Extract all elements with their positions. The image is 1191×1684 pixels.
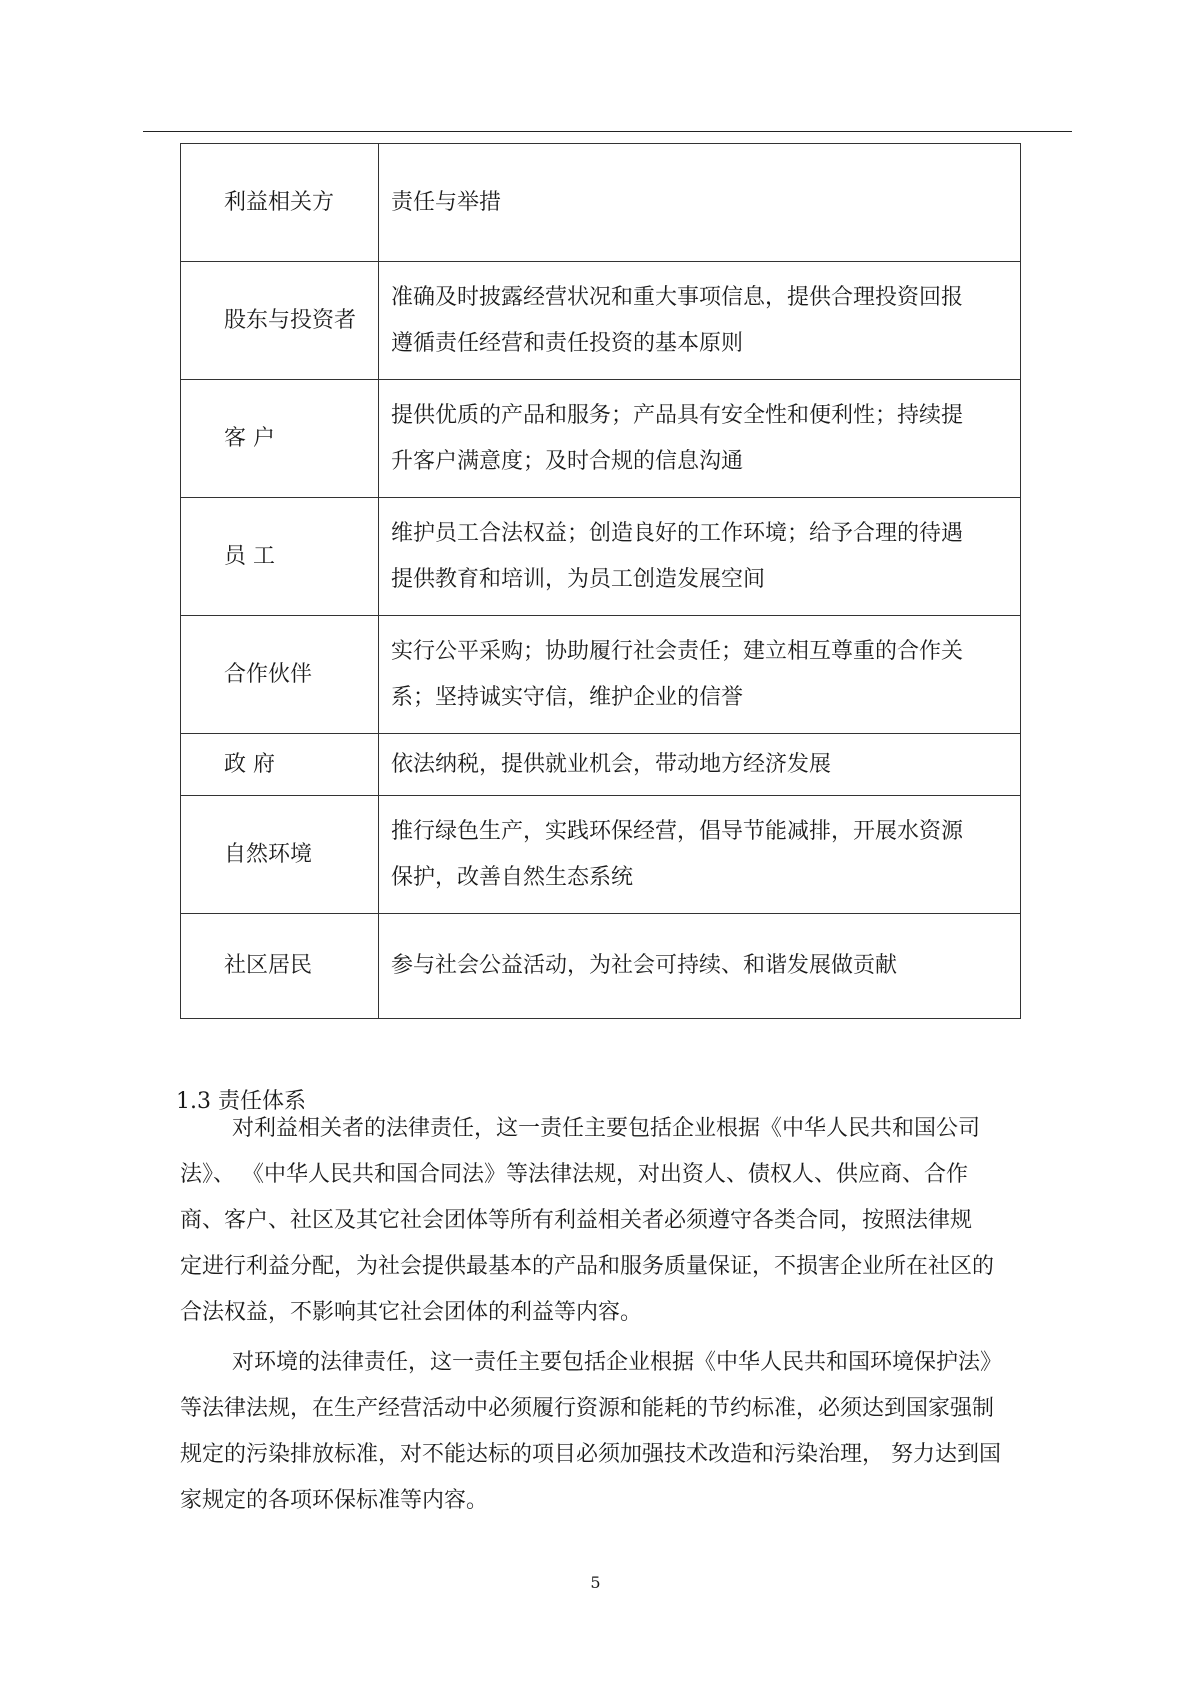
paragraph-line: 等法律法规，在生产经营活动中必须履行资源和能耗的节约标准，必须达到国家强制 [180,1396,995,1421]
table-row [181,262,1021,380]
responsibility-line: 参与社会公益活动，为社会可持续、和谐发展做贡献 [391,953,898,978]
responsibility-cell [379,380,1021,498]
responsibility-line: 系；坚持诚实守信，维护企业的信誉 [391,684,744,710]
stakeholder-cell: 社区居民 [181,914,379,1019]
paragraph-legal-responsibility-stakeholders [180,1106,1060,1336]
responsibility-cell [379,796,1021,914]
responsibility-cell [379,914,1021,1019]
stakeholder-cell: 客 户 [181,380,379,498]
stakeholder-cell: 自然环境 [181,796,379,914]
responsibility-cell [379,262,1021,380]
table-row [181,498,1021,616]
responsibility-line: 升客户满意度；及时合规的信息沟通 [391,448,744,474]
paragraph-legal-responsibility-environment [180,1340,1060,1524]
paragraph-line: 家规定的各项环保标准等内容。 [180,1488,489,1513]
table-row [181,734,1021,796]
paragraph-line: 对环境的法律责任，这一责任主要包括企业根据《中华人民共和国环境保护法》 [232,1350,1003,1375]
paragraph-line: 定进行利益分配，为社会提供最基本的产品和服务质量保证，不损害企业所在社区的 [180,1254,995,1279]
stakeholder-cell: 合作伙伴 [181,616,379,734]
table-row [181,914,1021,1019]
responsibility-cell [379,498,1021,616]
responsibility-line: 依法纳税，提供就业机会，带动地方经济发展 [391,751,832,777]
responsibility-cell [379,734,1021,796]
responsibility-line: 保护，改善自然生态系统 [391,864,634,890]
responsibility-line: 实行公平采购；协助履行社会责任；建立相互尊重的合作关 [391,638,964,664]
table-row [181,796,1021,914]
responsibility-line: 推行绿色生产，实践环保经营，倡导节能减排，开展水资源 [391,818,964,844]
paragraph-line: 合法权益，不影响其它社会团体的利益等内容。 [180,1300,643,1325]
page-number: 5 [590,1573,601,1592]
table-row [181,616,1021,734]
responsibility-cell [379,616,1021,734]
responsibility-line: 遵循责任经营和责任投资的基本原则 [391,330,744,356]
header-rule [143,131,1072,132]
responsibility-line: 责任与举措 [391,189,502,215]
paragraph-line: 商、客户、社区及其它社会团体等所有利益相关者必须遵守各类合同，按照法律规 [180,1208,973,1233]
table-row [181,144,1021,262]
stakeholder-cell: 利益相关方 [181,144,379,262]
section-heading: 1.3 责任体系 [176,1089,306,1114]
responsibility-cell [379,144,1021,262]
stakeholder-cell: 股东与投资者 [181,262,379,380]
stakeholder-cell: 政 府 [181,734,379,796]
stakeholder-responsibility-table [180,143,1021,1019]
responsibility-line: 提供优质的产品和服务；产品具有安全性和便利性；持续提 [391,402,964,428]
responsibility-line: 准确及时披露经营状况和重大事项信息，提供合理投资回报 [391,284,964,310]
paragraph-line: 规定的污染排放标准，对不能达标的项目必须加强技术改造和污染治理， 努力达到国 [180,1442,1001,1467]
responsibility-line: 维护员工合法权益；创造良好的工作环境；给予合理的待遇 [391,520,964,546]
paragraph-line: 对利益相关者的法律责任，这一责任主要包括企业根据《中华人民共和国公司 [232,1116,981,1141]
paragraph-line: 法》、 《中华人民共和国合同法》等法律法规，对出资人、债权人、供应商、合作 [180,1162,968,1187]
responsibility-line: 提供教育和培训，为员工创造发展空间 [391,566,766,592]
table-row [181,380,1021,498]
stakeholder-cell: 员 工 [181,498,379,616]
